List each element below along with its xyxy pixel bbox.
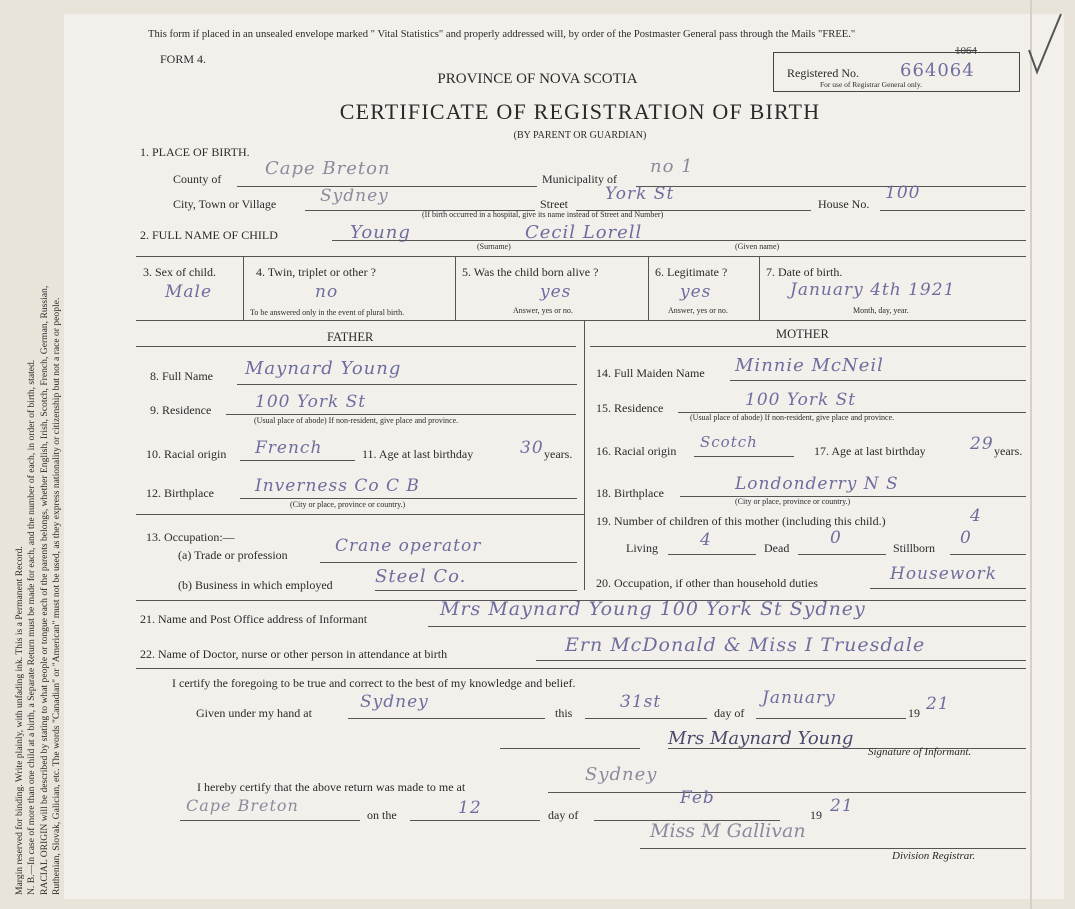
stillborn-label: Stillborn [893, 541, 936, 555]
certificate-title: CERTIFICATE OF REGISTRATION OF BIRTH [339, 99, 821, 124]
mother-age-label: 17. Age at last birthday [814, 444, 926, 458]
mother-race-label: 16. Racial origin [596, 444, 677, 458]
margin-line-3: RACIAL ORIGIN will be described by stating to what people or tongue each of the parents belongs, whether English, Irish, Scotch, French, German, Russian, [38, 285, 50, 895]
province-heading: PROVINCE OF NOVA SCOTIA [437, 71, 638, 87]
registrar-year-value: 21 [830, 796, 854, 816]
stillborn-value: 0 [960, 528, 972, 548]
legitimate-note: Answer, yes or no. [668, 306, 728, 315]
check-mark-icon [1025, 10, 1065, 80]
twin-value: no [315, 282, 339, 302]
mother-birthplace-value: Londonderry N S [735, 474, 899, 494]
hospital-note: (If birth occurred in a hospital, give its name instead of Street and Number) [422, 210, 664, 219]
birth-date-label: 7. Date of birth. [766, 265, 843, 279]
cert-day-value: 31st [620, 692, 662, 712]
street-value: York St [605, 184, 675, 204]
trade-label: (a) Trade or profession [178, 548, 288, 562]
dead-label: Dead [764, 541, 790, 555]
children-value: 4 [970, 506, 982, 526]
living-label: Living [626, 541, 658, 555]
registrar-at-value: Sydney [585, 764, 658, 785]
registrar-text: I hereby certify that the above return was made to me at [197, 780, 466, 794]
registrar-dayof-label: day of [548, 808, 579, 822]
registered-value: 664064 [900, 60, 975, 81]
sex-label: 3. Sex of child. [143, 265, 216, 279]
mail-notice: This form if placed in an unsealed envelope marked " Vital Statistics" and properly addressed will, by order of the Postmaster General pass through the Mails "FREE." [148, 29, 856, 40]
given-caption: (Given name) [735, 242, 780, 251]
form-number: FORM 4. [160, 52, 207, 66]
house-label: House No. [818, 197, 870, 211]
father-race-label: 10. Racial origin [146, 447, 227, 461]
father-birthplace-value: Inverness Co C B [255, 476, 420, 496]
this-label: this [555, 706, 573, 720]
city-label: City, Town or Village [173, 197, 277, 211]
mother-age-value: 29 [970, 434, 994, 454]
surname-caption: (Surname) [477, 242, 511, 251]
father-residence-note: (Usual place of abode) If non-resident, give place and province. [254, 416, 459, 425]
registrar-year-prefix: 19 [810, 808, 822, 822]
father-age-value: 30 [520, 438, 544, 458]
father-name-value: Maynard Young [245, 358, 402, 379]
registrar-signature: Miss M Gallivan [650, 820, 806, 842]
registrar-signature-caption: Division Registrar. [892, 850, 976, 862]
living-value: 4 [700, 530, 712, 550]
father-name-label: 8. Full Name [150, 369, 213, 383]
cert-dayof-label: day of [714, 706, 745, 720]
informant-signature: Mrs Maynard Young [668, 728, 854, 749]
father-race-value: French [255, 438, 323, 458]
cert-month-value: January [762, 688, 836, 708]
trade-value: Crane operator [335, 536, 482, 556]
registrar-place-value: Cape Breton [186, 796, 299, 815]
dead-value: 0 [830, 528, 842, 548]
child-name-label: 2. FULL NAME OF CHILD [140, 228, 278, 242]
father-residence-label: 9. Residence [150, 403, 212, 417]
doctor-value: Ern McDonald & Miss I Truesdale [565, 634, 926, 656]
informant-signature-caption: Signature of Informant. [868, 746, 972, 758]
mother-residence-note: (Usual place of abode) If non-resident, give place and province. [690, 413, 895, 422]
place-label: 1. PLACE OF BIRTH. [140, 145, 250, 159]
margin-line-2: N. B.—In case of more than one child at a birth, a Separate Return must be made for each, and the number of each, in order of birth, stated. [26, 359, 38, 895]
certify-text: I certify the foregoing to be true and correct to the best of my knowledge and belief. [172, 676, 576, 690]
mother-heading: MOTHER [776, 327, 829, 341]
registered-label: Registered No. [787, 66, 859, 80]
sex-value: Male [165, 282, 213, 302]
twin-note: To be answered only in the event of plural birth. [250, 308, 405, 317]
county-value: Cape Breton [265, 158, 391, 179]
father-birthplace-note: (City or place, province or country.) [290, 500, 406, 509]
father-heading: FATHER [327, 330, 374, 344]
mother-occupation-value: Housework [890, 564, 998, 584]
twin-label: 4. Twin, triplet or other ? [256, 265, 376, 279]
mother-years-label: years. [994, 444, 1023, 458]
city-value: Sydney [320, 186, 389, 206]
informant-value: Mrs Maynard Young 100 York St Sydney [440, 598, 866, 620]
father-residence-value: 100 York St [255, 392, 367, 412]
cert-year-prefix: 19 [908, 706, 920, 720]
registered-struck-number: 1064 [955, 45, 977, 57]
birth-date-note: Month, day, year. [853, 306, 909, 315]
given-value: Sydney [360, 692, 429, 712]
children-label: 19. Number of children of this mother (including this child.) [596, 514, 886, 528]
legitimate-label: 6. Legitimate ? [655, 265, 728, 279]
municipality-label: Municipality of [542, 172, 617, 186]
margin-notes [14, 286, 63, 895]
mother-race-value: Scotch [700, 433, 758, 451]
legitimate-value: yes [680, 282, 712, 302]
doctor-label: 22. Name of Doctor, nurse or other person in attendance at birth [140, 647, 448, 661]
mother-occupation-label: 20. Occupation, if other than household duties [596, 576, 818, 590]
business-label: (b) Business in which employed [178, 578, 333, 592]
child-surname-value: Young [350, 222, 411, 243]
given-label: Given under my hand at [196, 706, 312, 720]
birth-date-value: January 4th 1921 [790, 280, 956, 300]
registrar-month-value: Feb [680, 788, 715, 808]
mother-birthplace-note: (City or place, province or country.) [735, 497, 851, 506]
father-age-label: 11. Age at last birthday [362, 447, 474, 461]
business-value: Steel Co. [375, 566, 467, 587]
child-given-value: Cecil Lorell [525, 222, 643, 243]
alive-label: 5. Was the child born alive ? [462, 265, 599, 279]
registrar-day-value: 12 [458, 798, 482, 818]
registrar-on-label: on the [367, 808, 397, 822]
street-label: Street [540, 197, 568, 211]
mother-residence-value: 100 York St [745, 390, 857, 410]
mother-name-value: Minnie McNeil [735, 355, 884, 376]
mother-name-label: 14. Full Maiden Name [596, 366, 705, 380]
certificate-subtitle: (BY PARENT OR GUARDIAN) [513, 130, 647, 141]
mother-birthplace-label: 18. Birthplace [596, 486, 664, 500]
mother-residence-label: 15. Residence [596, 401, 664, 415]
house-value: 100 [885, 183, 921, 203]
alive-note: Answer, yes or no. [513, 306, 573, 315]
father-years-label: years. [544, 447, 573, 461]
margin-line-4: Ruthenian, Slovak, Galician, etc. The words "Canadian" or "American" must not be used, as they express nationality or citizenship but not a race or people. [50, 297, 62, 895]
occupation-label: 13. Occupation:— [146, 530, 235, 544]
municipality-value: no 1 [650, 156, 694, 177]
cert-year-value: 21 [926, 694, 950, 714]
registrar-use-note: For use of Registrar General only. [820, 80, 922, 89]
informant-label: 21. Name and Post Office address of Informant [140, 612, 368, 626]
county-label: County of [173, 172, 222, 186]
alive-value: yes [540, 282, 572, 302]
margin-line-1: Margin reserved for binding. Write plainly, with unfading ink. This is a Permanent Record. [14, 546, 25, 895]
father-birthplace-label: 12. Birthplace [146, 486, 214, 500]
